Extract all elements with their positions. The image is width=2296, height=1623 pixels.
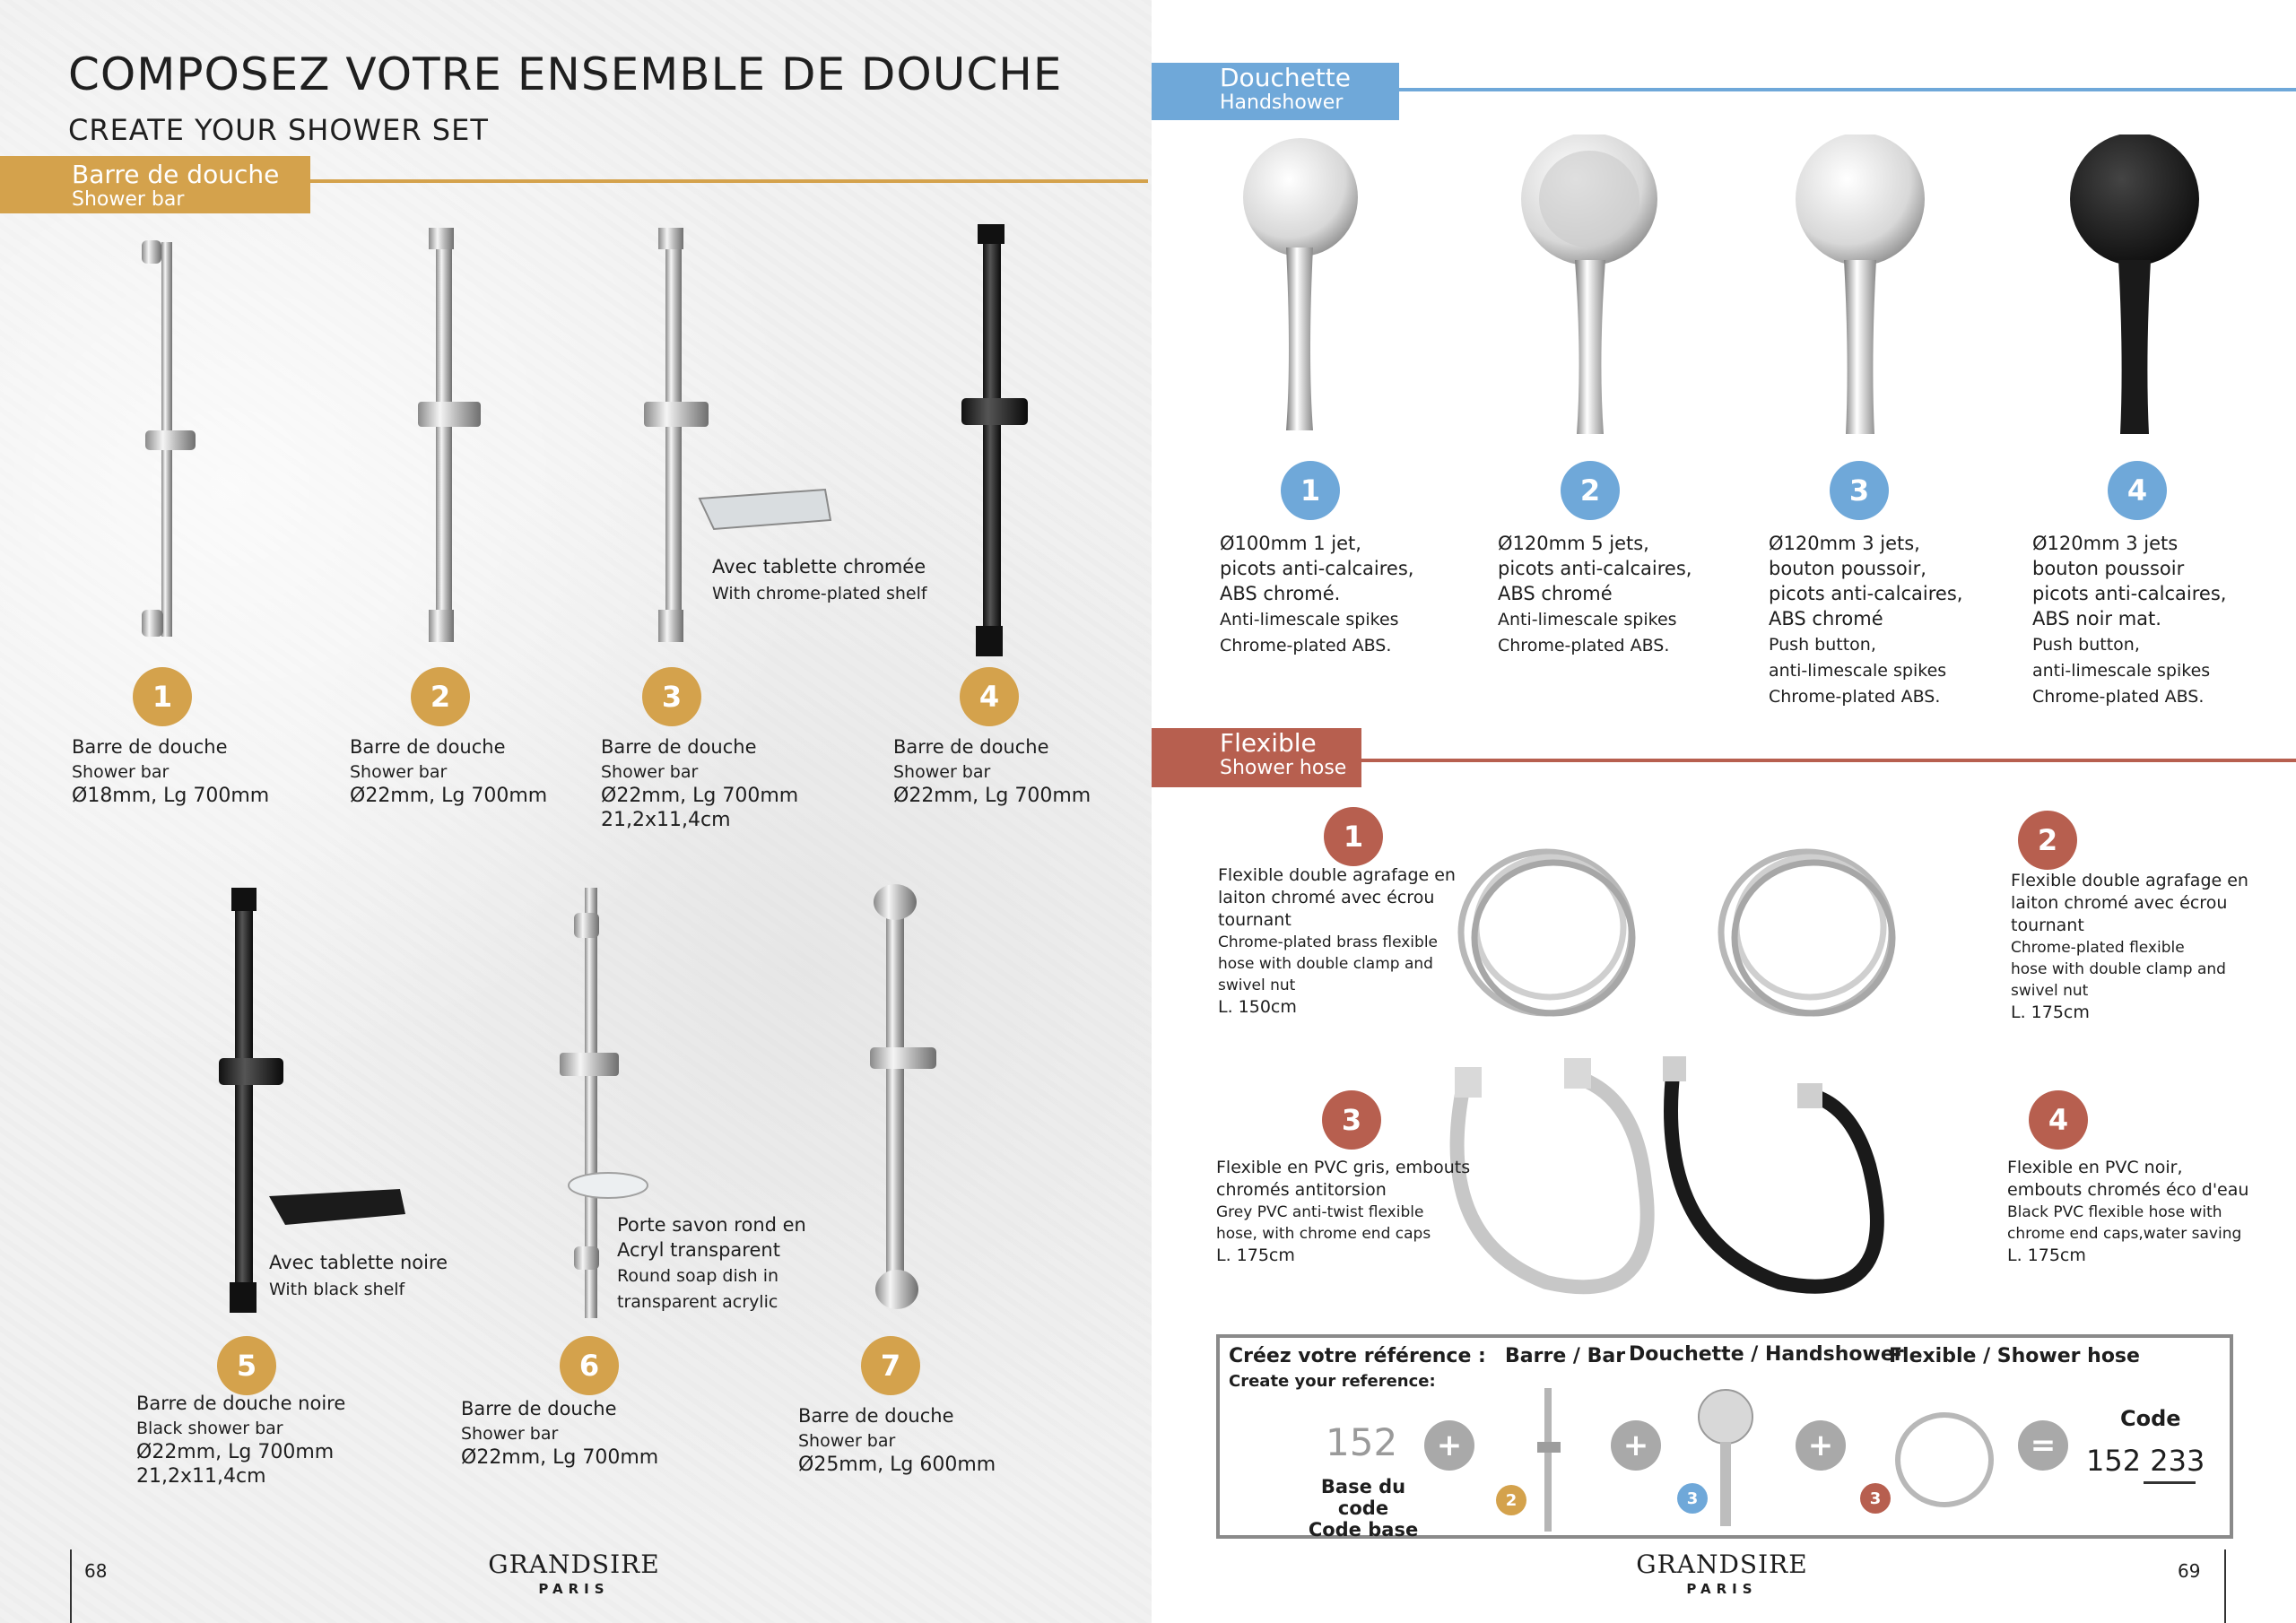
column-handshower-label: Douchette / Handshower xyxy=(1629,1343,1904,1366)
handshower-3-caption: Ø120mm 3 jets, bouton poussoir, picots anti-calcaires, ABS chromé Push button, anti-limescale spikes Chrome-plated ABS. xyxy=(1769,533,1963,707)
code-label: Code xyxy=(2120,1406,2181,1431)
reference-builder-box xyxy=(1216,1334,2233,1539)
hose-3-number: 3 xyxy=(1322,1090,1381,1150)
shower-bar-4-image xyxy=(961,224,1028,656)
handshower-1-number: 1 xyxy=(1281,461,1340,520)
hose-section-label: Flexible Shower hose xyxy=(1152,728,1361,787)
reference-hose-number: 3 xyxy=(1860,1483,1891,1514)
handshower-3-number: 3 xyxy=(1830,461,1889,520)
bar-5-number: 5 xyxy=(217,1336,276,1395)
handshower-1-caption: Ø100mm 1 jet, picots anti-calcaires, ABS chromé. Anti-limescale spikes Chrome-plated ABS. xyxy=(1220,533,1414,655)
bar-6-caption: Barre de douche Shower bar Ø22mm, Lg 700mm xyxy=(461,1398,659,1469)
page-edge-line-right xyxy=(2224,1549,2226,1623)
handshower-2-caption: Ø120mm 5 jets, picots anti-calcaires, ABS chromé Anti-limescale spikes Chrome-plated ABS. xyxy=(1498,533,1692,655)
section-divider xyxy=(310,179,1148,183)
page-number-left: 68 xyxy=(84,1560,108,1582)
page-subtitle: CREATE YOUR SHOWER SET xyxy=(68,113,489,147)
hose-2-caption: Flexible double agrafage en laiton chromé avec écrou tournant Chrome-plated flexible hose with double clamp and swivel nut L. 175cm xyxy=(2011,871,2248,1022)
bar-3-caption: Barre de douche Shower bar Ø22mm, Lg 700mm 21,2x11,4cm xyxy=(601,736,799,831)
hose-3-caption: Flexible en PVC gris, embouts chromés antitorsion Grey PVC anti-twist flexible hose, with chrome end caps L. 175cm xyxy=(1216,1158,1471,1265)
reference-subtitle: Create your reference: xyxy=(1229,1372,1436,1391)
hose-1-image xyxy=(1461,852,1632,1013)
page-number-right: 69 xyxy=(2178,1560,2201,1582)
bar-7-number: 7 xyxy=(861,1336,920,1395)
hose-illustrations xyxy=(1439,807,1959,1327)
shower-bar-2-image xyxy=(418,228,481,642)
equals-sign: = xyxy=(2018,1420,2068,1471)
handshower-3-image xyxy=(1796,135,1925,434)
bar-2-caption: Barre de douche Shower bar Ø22mm, Lg 700mm xyxy=(350,736,548,807)
hose-4-image xyxy=(1663,1056,1877,1287)
reference-title: Créez votre référence : xyxy=(1229,1345,1486,1367)
reference-handshower-icon xyxy=(1692,1383,1763,1535)
bar-5-note: Avec tablette noire With black shelf xyxy=(269,1252,448,1299)
handshower-1-image xyxy=(1243,138,1358,430)
bar-4-caption: Barre de douche Shower bar Ø22mm, Lg 700mm xyxy=(893,736,1091,807)
hose-4-caption: Flexible en PVC noir, embouts chromés éco d'eau Black PVC flexible hose with chrome end caps,water saving L. 175cm xyxy=(2007,1158,2249,1265)
bar-1-caption: Barre de douche Shower bar Ø18mm, Lg 700mm xyxy=(72,736,270,807)
bar-5-caption: Barre de douche noire Black shower bar Ø22mm, Lg 700mm 21,2x11,4cm xyxy=(136,1393,346,1488)
brand-logo-right: GRANDSIRE PARIS xyxy=(1636,1549,1808,1597)
reference-bar-icon xyxy=(1523,1383,1577,1535)
handshower-illustrations xyxy=(1152,135,2296,457)
handshower-4-number: 4 xyxy=(2108,461,2167,520)
shower-bar-section-label: Barre de douche Shower bar xyxy=(0,156,310,213)
handshower-4-image xyxy=(2070,135,2199,434)
base-code-label: Base du code Code base xyxy=(1308,1476,1419,1541)
hose-2-number: 2 xyxy=(2018,811,2077,870)
bar-3-number: 3 xyxy=(642,667,701,726)
bar-1-number: 1 xyxy=(133,667,192,726)
bar-6-note: Porte savon rond en Acryl transparent Round soap dish in transparent acrylic xyxy=(617,1214,806,1312)
hose-divider xyxy=(1361,759,2296,762)
reference-hose-icon xyxy=(1887,1388,2004,1523)
plus-sign-1: + xyxy=(1424,1420,1474,1471)
handshower-4-caption: Ø120mm 3 jets bouton poussoir picots anti-calcaires, ABS noir mat. Push button, anti-limescale spikes Chrome-plated ABS. xyxy=(2032,533,2227,707)
handshower-section-label: Douchette Handshower xyxy=(1152,63,1399,120)
reference-handshower-number: 3 xyxy=(1677,1483,1708,1514)
hose-1-number: 1 xyxy=(1324,807,1383,866)
handshower-2-image xyxy=(1521,135,1657,434)
handshower-2-number: 2 xyxy=(1561,461,1620,520)
reference-bar-number: 2 xyxy=(1496,1485,1526,1515)
page-edge-line xyxy=(70,1549,72,1623)
bar-4-number: 4 xyxy=(960,667,1019,726)
right-page xyxy=(1152,0,2296,1623)
bar-2-number: 2 xyxy=(411,667,470,726)
code-underline xyxy=(2144,1481,2196,1484)
bar-6-number: 6 xyxy=(560,1336,619,1395)
base-code-value: 152 xyxy=(1326,1420,1398,1464)
shower-bar-7-image xyxy=(870,884,936,1309)
plus-sign-3: + xyxy=(1796,1420,1846,1471)
handshower-divider xyxy=(1399,88,2296,91)
shower-bar-5-image xyxy=(219,888,405,1313)
column-hose-label: Flexible / Shower hose xyxy=(1889,1345,2140,1367)
column-bar-label: Barre / Bar xyxy=(1505,1345,1626,1367)
brand-logo-left: GRANDSIRE PARIS xyxy=(488,1549,660,1597)
shower-bar-1-image xyxy=(142,240,196,637)
page-title: COMPOSEZ VOTRE ENSEMBLE DE DOUCHE xyxy=(68,48,1063,100)
hose-3-image xyxy=(1455,1058,1648,1287)
plus-sign-2: + xyxy=(1611,1420,1661,1471)
bar-7-caption: Barre de douche Shower bar Ø25mm, Lg 600mm xyxy=(798,1405,996,1476)
hose-1-caption: Flexible double agrafage en laiton chromé avec écrou tournant Chrome-plated brass flexible hose with double clamp and swivel nut L. 150cm xyxy=(1218,865,1456,1017)
code-value: 152 233 xyxy=(2086,1444,2205,1478)
hose-2-image xyxy=(1721,852,1892,1013)
bar-3-note: Avec tablette chromée With chrome-plated shelf xyxy=(712,556,927,603)
hose-4-number: 4 xyxy=(2029,1090,2088,1150)
